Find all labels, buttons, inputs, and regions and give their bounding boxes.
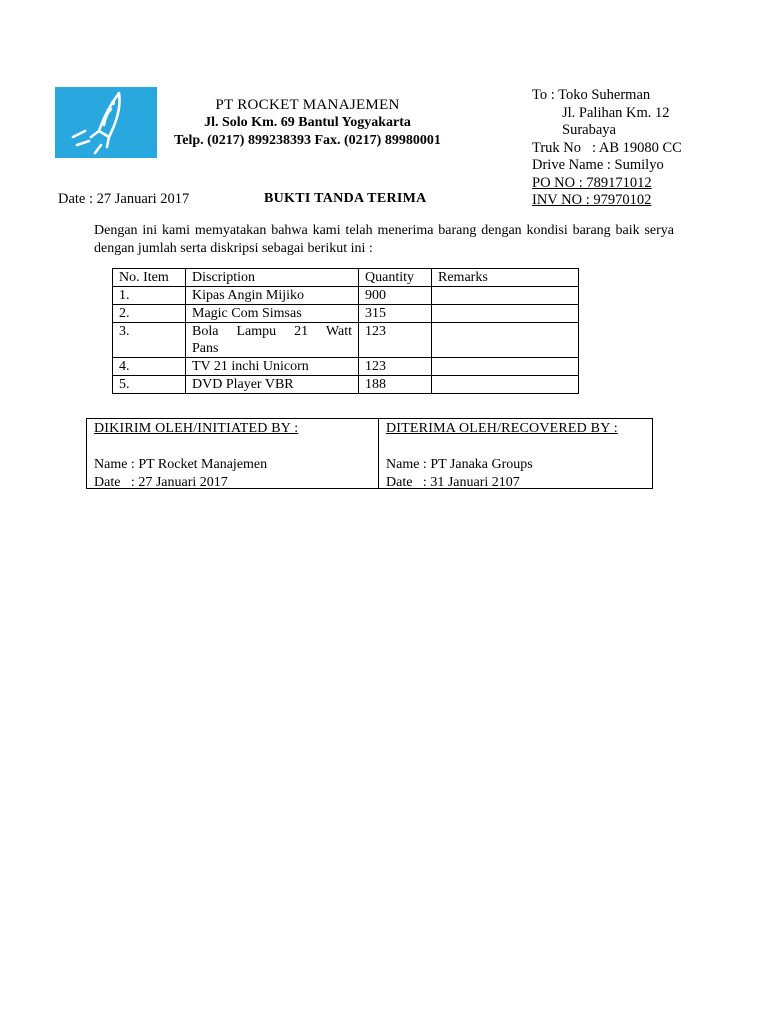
truk-label: Truk No	[532, 139, 582, 156]
signature-box	[86, 418, 653, 489]
cell-quantity: 900	[359, 287, 432, 305]
cell-remarks	[432, 287, 579, 305]
table-row	[113, 358, 579, 376]
receiver-heading: DITERIMA OLEH/RECOVERED BY :	[386, 421, 618, 436]
company-name: PT ROCKET MANAJEMEN	[215, 97, 400, 113]
document-date: Date : 27 Januari 2017	[58, 191, 190, 207]
table-row	[113, 305, 579, 323]
header-no-item: No. Item	[113, 269, 186, 287]
sender-date: Date : 27 Januari 2017	[94, 475, 228, 490]
document-title: BUKTI TANDA TERIMA	[264, 191, 427, 206]
company-logo	[55, 87, 157, 158]
cell-quantity: 188	[359, 376, 432, 394]
recipient-city: Surabaya	[562, 122, 616, 138]
company-phone: Telp. (0217) 899238393 Fax. (0217) 89980001	[174, 133, 441, 148]
company-address: Jl. Solo Km. 69 Bantul Yogyakarta	[204, 115, 411, 130]
table-row	[113, 376, 579, 394]
cell-description	[186, 323, 359, 358]
cell-no: 5.	[113, 376, 186, 394]
recipient-block	[532, 87, 752, 210]
sender-column	[87, 419, 379, 488]
cell-quantity: 123	[359, 323, 432, 358]
cell-description: Magic Com Simsas	[186, 305, 359, 323]
receiver-name: Name : PT Janaka Groups	[386, 457, 533, 472]
cell-remarks	[432, 323, 579, 358]
invoice-number: INV NO : 97970102	[532, 192, 652, 208]
truk-line	[532, 140, 752, 158]
header-description: Discription	[186, 269, 359, 287]
cell-remarks	[432, 358, 579, 376]
cell-no: 1.	[113, 287, 186, 305]
sender-heading: DIKIRIM OLEH/INITIATED BY :	[94, 421, 299, 436]
cell-remarks	[432, 376, 579, 394]
cell-description-line-2: Pans	[192, 341, 219, 356]
cell-description: DVD Player VBR	[186, 376, 359, 394]
sender-name: Name : PT Rocket Manajemen	[94, 457, 268, 472]
cell-no: 3.	[113, 323, 186, 358]
table-row	[113, 323, 579, 358]
recipient-to: To : Toko Suherman	[532, 87, 651, 103]
cell-description-line-1: Bola Lampu 21 Watt	[192, 324, 352, 339]
header-quantity: Quantity	[359, 269, 432, 287]
header-remarks: Remarks	[432, 269, 579, 287]
recipient-street: Jl. Palihan Km. 12	[562, 104, 670, 121]
cell-description: TV 21 inchi Unicorn	[186, 358, 359, 376]
cell-quantity: 315	[359, 305, 432, 323]
driver-name: Drive Name : Sumilyo	[532, 157, 664, 173]
rocket-logo-icon	[55, 87, 157, 158]
table-header-row	[113, 269, 579, 287]
po-number: PO NO : 789171012	[532, 174, 652, 191]
cell-description: Kipas Angin Mijiko	[186, 287, 359, 305]
receiver-column	[379, 419, 652, 488]
company-header	[150, 96, 465, 150]
intro-paragraph: Dengan ini kami memyatakan bahwa kami telah menerima barang dengan kondisi barang baik serya dengan jumlah serta diskripsi sebagai berikut ini :	[94, 223, 674, 256]
items-table	[112, 268, 579, 394]
cell-remarks	[432, 305, 579, 323]
receiver-date: Date : 31 Januari 2107	[386, 475, 520, 490]
cell-no: 4.	[113, 358, 186, 376]
cell-no: 2.	[113, 305, 186, 323]
cell-quantity: 123	[359, 358, 432, 376]
truk-value: : AB 19080 CC	[592, 139, 682, 156]
table-row	[113, 287, 579, 305]
